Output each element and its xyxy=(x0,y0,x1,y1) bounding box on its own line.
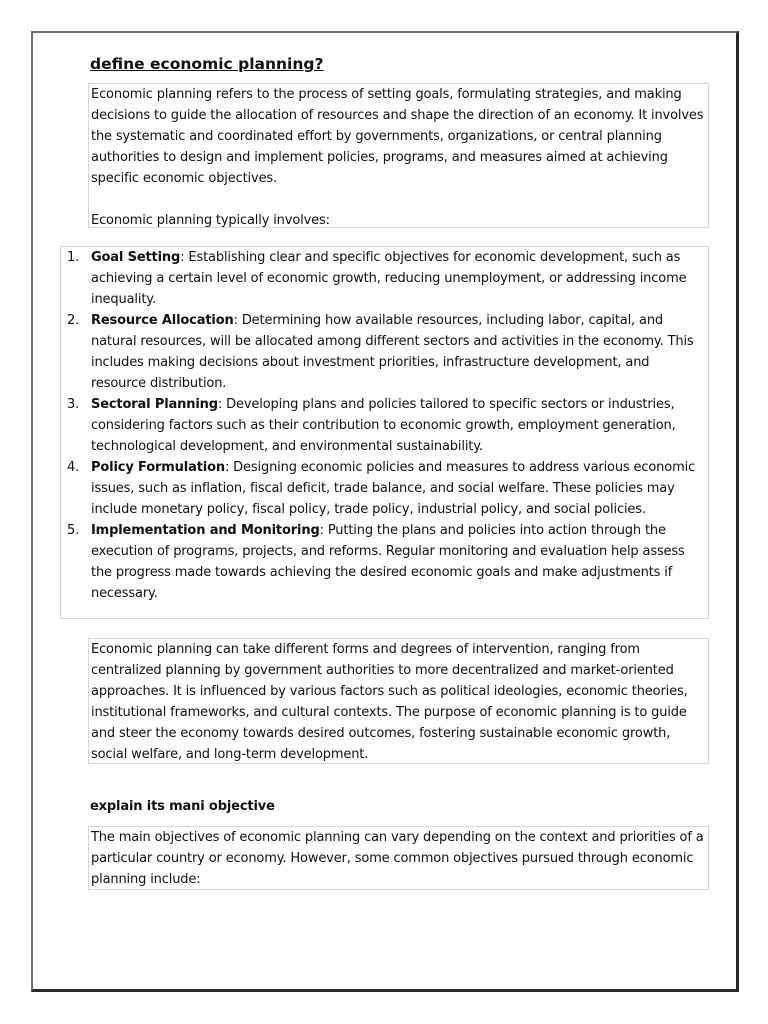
list-item-number: 1. xyxy=(67,250,80,265)
list-item-text: : Putting the plans and policies into action through the execution of programs, projects, and reforms. Regular monitoring and evaluation help assess the progress made towards achieving the desired economic goals and make adjustments if necessary. xyxy=(91,523,685,601)
list-item-term: Resource Allocation xyxy=(91,313,234,328)
planning-list xyxy=(61,247,704,604)
page-heading: define economic planning? xyxy=(90,55,324,73)
list-item-text: : Establishing clear and specific objectives for economic development, such as achieving a certain level of economic growth, reducing unemployment, or addressing income inequality. xyxy=(91,250,687,307)
closing-paragraph: Economic planning can take different forms and degrees of intervention, ranging from centralized planning by government authorities to more decentralized and market-oriented approaches. It is influenced by various factors such as political ideologies, economic theories, institutional frameworks, and cultural contexts. The purpose of economic planning is to guide and steer the economy towards desired outcomes, fostering sustainable economic growth, social welfare, and long-term development. xyxy=(91,642,688,762)
list-item xyxy=(61,520,704,604)
planning-list-box[interactable] xyxy=(60,246,709,619)
list-item-number: 5. xyxy=(67,523,80,538)
list-item-text: : Developing plans and policies tailored to specific sectors or industries, considering factors such as their contribution to economic growth, employment generation, technological development, and environmental sustainability. xyxy=(91,397,676,454)
list-item-term: Goal Setting xyxy=(91,250,181,265)
intro-paragraph: Economic planning refers to the process of setting goals, formulating strategies, and making decisions to guide the allocation of resources and shape the direction of an economy. It involves the systematic and coordinated effort by governments, organizations, or central planning authorities to design and implement policies, programs, and measures aimed at achieving specific economic objectives. xyxy=(91,87,704,186)
objectives-paragraph: The main objectives of economic planning can vary depending on the context and priorities of a particular country or economy. However, some common objectives pursued through economic planning include: xyxy=(91,830,704,887)
list-item xyxy=(61,457,704,520)
list-item-text: : Designing economic policies and measures to address various economic issues, such as inflation, fiscal deficit, trade balance, and social welfare. These policies may include monetary policy, fiscal policy, trade policy, industrial policy, and social policies. xyxy=(91,460,696,517)
closing-text-box[interactable] xyxy=(88,638,709,764)
list-item-number: 4. xyxy=(67,460,80,475)
objectives-subheading: explain its mani objective xyxy=(90,799,275,814)
list-item-number: 2. xyxy=(67,313,80,328)
list-item-text: : Determining how available resources, including labor, capital, and natural resources, will be allocated among different sectors and activities in the economy. This includes making decisions about investment priorities, infrastructure development, and resource distribution. xyxy=(91,313,694,391)
intro-lead-in: Economic planning typically involves: xyxy=(91,213,330,228)
list-item xyxy=(61,310,704,394)
list-item-number: 3. xyxy=(67,397,80,412)
list-item xyxy=(61,394,704,457)
objectives-text-box[interactable] xyxy=(88,826,709,890)
intro-text-box[interactable] xyxy=(88,83,709,228)
list-item-term: Implementation and Monitoring xyxy=(91,523,320,538)
list-item-term: Policy Formulation xyxy=(91,460,225,475)
list-item-term: Sectoral Planning xyxy=(91,397,218,412)
list-item xyxy=(61,247,704,310)
